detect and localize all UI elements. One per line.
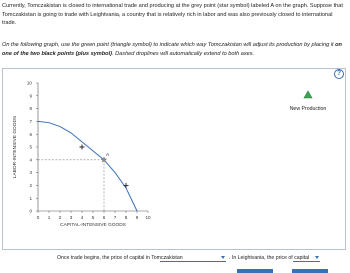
question-prefix: Once trade begins, the price of capital in Tomczakistan — [57, 255, 183, 261]
instruction-text-bold: on one of the two black points (plus symbol) — [2, 42, 342, 57]
y-tick-label: 9 — [29, 93, 32, 99]
x-axis-label: CAPITAL-INTENSIVE GOODS — [60, 223, 126, 228]
intro-paragraph: Currently, Tomczakistan is closed to international trade and producing at the grey point (star symbol) labeled A on the graph. Suppose that Tomczakistan is going to trade with Leightvania, a country that is relatively rich in labor and was also previously closed to international trade. — [2, 3, 343, 27]
capital-price-tomczakistan-dropdown[interactable] — [160, 254, 226, 262]
y-tick-label: 4 — [29, 157, 32, 163]
new-production-tool[interactable] — [285, 86, 331, 112]
y-axis-label: LABOR-INTENSIVE GOODS — [13, 115, 18, 179]
x-tick-label: 1 — [47, 215, 51, 220]
new-production-label: New Production — [289, 106, 327, 112]
x-tick-label: 8 — [124, 215, 128, 220]
action-button-left[interactable] — [237, 269, 273, 273]
y-tick-label: 5 — [29, 144, 32, 150]
question-middle: . In Leightvania, the price of capital — [229, 255, 310, 261]
chevron-down-icon — [221, 256, 225, 259]
triangle-icon[interactable] — [303, 90, 313, 99]
x-tick-label: 10 — [145, 215, 151, 220]
x-tick-label: 6 — [102, 215, 106, 220]
x-tick-label: 7 — [113, 215, 117, 220]
instruction-text-c: . Dashed droplines will automatically extend to both axes. — [112, 50, 255, 57]
y-tick-label: 1 — [29, 195, 32, 201]
action-button-right[interactable] — [292, 269, 328, 273]
plus-point — [124, 183, 129, 188]
plus-point — [80, 145, 85, 150]
y-tick-label: 10 — [26, 80, 32, 86]
y-tick-label: 6 — [29, 131, 32, 137]
x-tick-label: 5 — [91, 215, 95, 220]
x-tick-label: 4 — [80, 215, 84, 220]
x-tick-label: 0 — [36, 215, 40, 220]
y-tick-label: 3 — [29, 170, 32, 176]
chevron-down-icon — [315, 256, 319, 259]
instruction-text-a: On the following graph, use the green point (triangle symbol) to indicate which way Tomczakistan will adjust its production by placing it — [2, 42, 336, 48]
y-tick-label: 7 — [29, 119, 32, 124]
x-tick-label: 9 — [135, 215, 139, 220]
x-tick-label: 3 — [69, 215, 73, 220]
y-tick-label: 0 — [29, 208, 32, 214]
capital-price-leightvania-dropdown[interactable] — [293, 254, 320, 262]
y-tick-label: 8 — [29, 106, 32, 112]
help-button[interactable]: ? — [334, 69, 344, 79]
ppf-curve — [38, 121, 137, 211]
point-a-label: A — [106, 152, 110, 158]
y-tick-label: 2 — [29, 183, 32, 188]
x-tick-label: 2 — [58, 215, 62, 220]
